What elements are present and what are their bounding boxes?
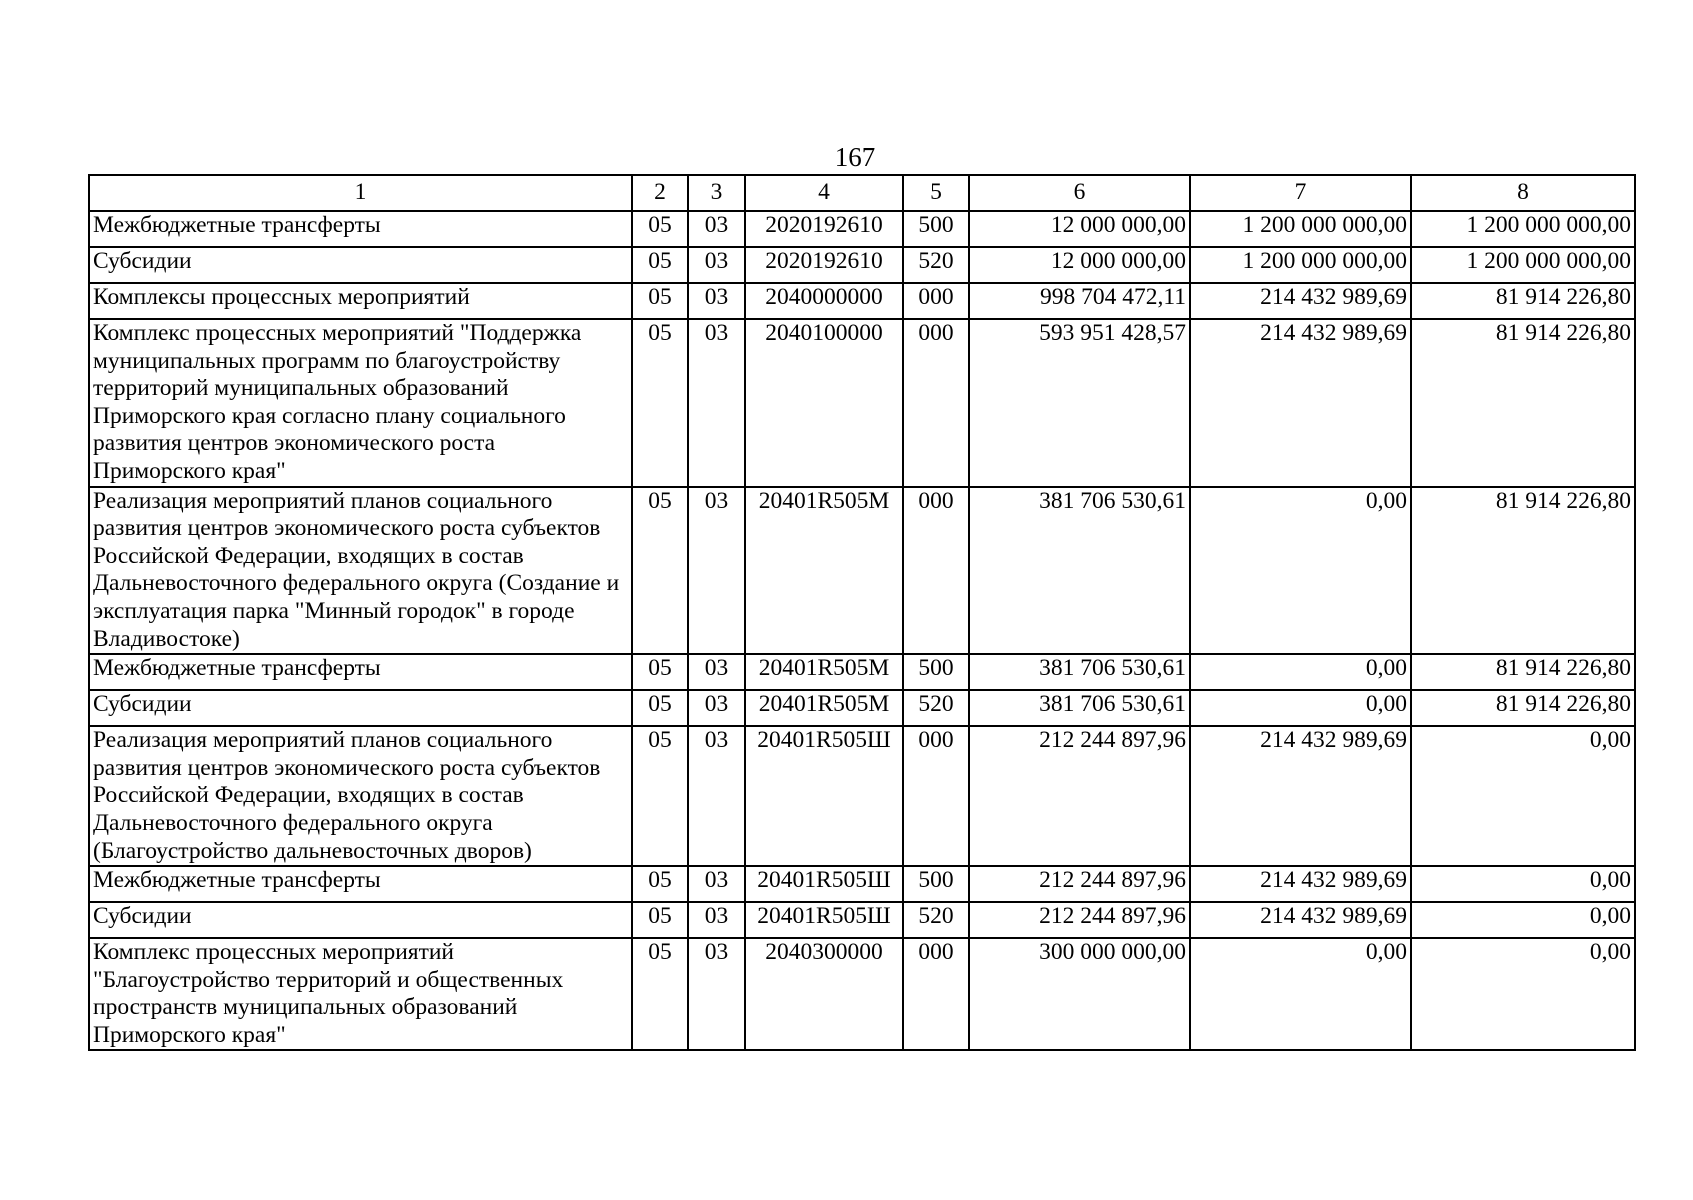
- row-target-article: 20401R505Ш: [745, 866, 903, 902]
- row-amount-1: 381 706 530,61: [969, 654, 1190, 690]
- row-section: 05: [632, 319, 688, 487]
- row-subsection: 03: [688, 247, 745, 283]
- row-section: 05: [632, 938, 688, 1050]
- row-amount-3: 81 914 226,80: [1411, 654, 1635, 690]
- row-name: Реализация мероприятий планов социального развития центров экономического роста субъектов Российской Федерации, входящих в состав Дальневосточного федерального округа (Благоустройство дальневосточных дворов): [89, 726, 632, 866]
- header-col-2: 2: [632, 175, 688, 211]
- row-name: Комплекс процессных мероприятий "Благоустройство территорий и общественных пространств муниципальных образований Приморского края": [89, 938, 632, 1050]
- table-row: [89, 654, 1635, 690]
- row-amount-2: 0,00: [1190, 690, 1411, 726]
- row-subsection: 03: [688, 866, 745, 902]
- row-amount-2: 214 432 989,69: [1190, 866, 1411, 902]
- table-header-row: [89, 175, 1635, 211]
- row-expense-type: 520: [903, 247, 969, 283]
- row-name: Реализация мероприятий планов социального развития центров экономического роста субъектов Российской Федерации, входящих в состав Дальневосточного федерального округа (Создание и эксплуатация парка "Минный городок" в городе Владивостоке): [89, 487, 632, 655]
- row-amount-1: 212 244 897,96: [969, 866, 1190, 902]
- row-amount-2: 0,00: [1190, 654, 1411, 690]
- row-target-article: 2040000000: [745, 283, 903, 319]
- row-amount-3: 0,00: [1411, 726, 1635, 866]
- row-section: 05: [632, 902, 688, 938]
- header-col-4: 4: [745, 175, 903, 211]
- row-amount-2: 214 432 989,69: [1190, 283, 1411, 319]
- header-col-7: 7: [1190, 175, 1411, 211]
- row-subsection: 03: [688, 902, 745, 938]
- header-col-3: 3: [688, 175, 745, 211]
- page-number: 167: [834, 142, 876, 172]
- table-row: [89, 283, 1635, 319]
- row-section: 05: [632, 283, 688, 319]
- row-amount-1: 381 706 530,61: [969, 690, 1190, 726]
- row-amount-3: 1 200 000 000,00: [1411, 247, 1635, 283]
- table-row: [89, 690, 1635, 726]
- row-target-article: 20401R505M: [745, 690, 903, 726]
- row-target-article: 2040300000: [745, 938, 903, 1050]
- table-row: [89, 866, 1635, 902]
- row-section: 05: [632, 487, 688, 655]
- row-expense-type: 000: [903, 726, 969, 866]
- row-amount-2: 214 432 989,69: [1190, 902, 1411, 938]
- header-col-6: 6: [969, 175, 1190, 211]
- table-row: [89, 319, 1635, 487]
- row-subsection: 03: [688, 690, 745, 726]
- row-amount-1: 998 704 472,11: [969, 283, 1190, 319]
- row-amount-2: 214 432 989,69: [1190, 319, 1411, 487]
- row-amount-3: 81 914 226,80: [1411, 690, 1635, 726]
- row-section: 05: [632, 866, 688, 902]
- table-body: [89, 211, 1635, 1050]
- row-name: Комплекс процессных мероприятий "Поддержка муниципальных программ по благоустройству территорий муниципальных образований Приморского края согласно плану социального развития центров экономического роста Приморского края": [89, 319, 632, 487]
- row-target-article: 2040100000: [745, 319, 903, 487]
- row-name: Межбюджетные трансферты: [89, 654, 632, 690]
- table-row: [89, 726, 1635, 866]
- row-amount-1: 381 706 530,61: [969, 487, 1190, 655]
- row-subsection: 03: [688, 283, 745, 319]
- row-amount-2: 1 200 000 000,00: [1190, 247, 1411, 283]
- row-section: 05: [632, 211, 688, 247]
- row-expense-type: 520: [903, 902, 969, 938]
- row-amount-1: 212 244 897,96: [969, 902, 1190, 938]
- row-name: Комплексы процессных мероприятий: [89, 283, 632, 319]
- row-amount-2: 0,00: [1190, 487, 1411, 655]
- table-row: [89, 487, 1635, 655]
- row-expense-type: 000: [903, 319, 969, 487]
- row-name: Межбюджетные трансферты: [89, 211, 632, 247]
- table-row: [89, 247, 1635, 283]
- row-subsection: 03: [688, 938, 745, 1050]
- row-section: 05: [632, 654, 688, 690]
- row-target-article: 2020192610: [745, 247, 903, 283]
- row-target-article: 20401R505M: [745, 487, 903, 655]
- header-col-1: 1: [89, 175, 632, 211]
- row-target-article: 20401R505Ш: [745, 726, 903, 866]
- row-amount-2: 1 200 000 000,00: [1190, 211, 1411, 247]
- row-amount-1: 593 951 428,57: [969, 319, 1190, 487]
- row-amount-3: 0,00: [1411, 902, 1635, 938]
- table-row: [89, 938, 1635, 1050]
- row-amount-3: 0,00: [1411, 866, 1635, 902]
- table-row: [89, 211, 1635, 247]
- row-amount-3: 81 914 226,80: [1411, 319, 1635, 487]
- row-amount-3: 0,00: [1411, 938, 1635, 1050]
- row-name: Межбюджетные трансферты: [89, 866, 632, 902]
- row-target-article: 2020192610: [745, 211, 903, 247]
- row-name: Субсидии: [89, 690, 632, 726]
- row-section: 05: [632, 726, 688, 866]
- row-expense-type: 500: [903, 211, 969, 247]
- row-amount-3: 1 200 000 000,00: [1411, 211, 1635, 247]
- table-row: [89, 902, 1635, 938]
- row-expense-type: 000: [903, 487, 969, 655]
- row-expense-type: 500: [903, 866, 969, 902]
- row-amount-1: 12 000 000,00: [969, 211, 1190, 247]
- row-amount-1: 12 000 000,00: [969, 247, 1190, 283]
- row-target-article: 20401R505Ш: [745, 902, 903, 938]
- row-expense-type: 000: [903, 938, 969, 1050]
- header-col-8: 8: [1411, 175, 1635, 211]
- header-col-5: 5: [903, 175, 969, 211]
- row-section: 05: [632, 247, 688, 283]
- row-subsection: 03: [688, 211, 745, 247]
- row-amount-1: 300 000 000,00: [969, 938, 1190, 1050]
- row-target-article: 20401R505M: [745, 654, 903, 690]
- row-expense-type: 500: [903, 654, 969, 690]
- row-amount-3: 81 914 226,80: [1411, 283, 1635, 319]
- row-expense-type: 000: [903, 283, 969, 319]
- row-name: Субсидии: [89, 247, 632, 283]
- row-expense-type: 520: [903, 690, 969, 726]
- row-amount-3: 81 914 226,80: [1411, 487, 1635, 655]
- row-subsection: 03: [688, 487, 745, 655]
- row-subsection: 03: [688, 726, 745, 866]
- budget-table: [88, 174, 1636, 1051]
- row-amount-2: 0,00: [1190, 938, 1411, 1050]
- row-amount-2: 214 432 989,69: [1190, 726, 1411, 866]
- row-name: Субсидии: [89, 902, 632, 938]
- row-subsection: 03: [688, 319, 745, 487]
- row-section: 05: [632, 690, 688, 726]
- row-subsection: 03: [688, 654, 745, 690]
- row-amount-1: 212 244 897,96: [969, 726, 1190, 866]
